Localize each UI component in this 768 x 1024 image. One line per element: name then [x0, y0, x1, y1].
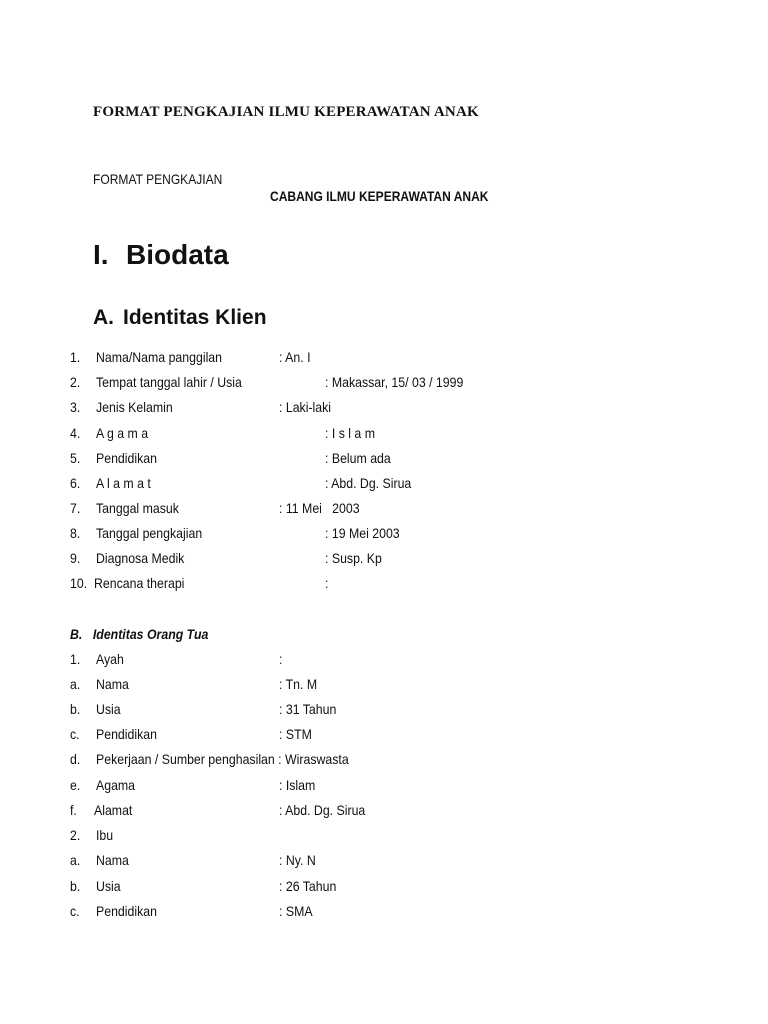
- klien-row: [0, 500, 768, 520]
- row-label: Usia: [96, 878, 121, 894]
- row-number: d.: [70, 751, 81, 767]
- ortu-row: [0, 726, 768, 746]
- row-label: Pekerjaan / Sumber penghasilan : Wiraswasta: [96, 751, 349, 767]
- row-value: :: [279, 651, 283, 667]
- row-number: c.: [70, 903, 80, 919]
- klien-row: [0, 575, 768, 595]
- row-number: e.: [70, 777, 81, 793]
- section-title: Identitas Orang Tua: [92, 626, 209, 642]
- row-value: : Susp. Kp: [325, 550, 382, 566]
- row-label: Pendidikan: [96, 903, 157, 919]
- row-value: : Islam: [279, 777, 316, 793]
- row-value: : SMA: [279, 903, 313, 919]
- row-label: Nama: [96, 852, 129, 868]
- row-number: 1.: [70, 349, 81, 365]
- row-value: : 19 Mei 2003: [325, 525, 400, 541]
- section-identitas-klien-heading: [93, 306, 267, 330]
- section-number: A.: [93, 306, 114, 329]
- section-number: B.: [70, 626, 83, 642]
- row-number: 6.: [70, 475, 81, 491]
- ortu-row: [0, 802, 768, 822]
- klien-row: [0, 349, 768, 369]
- row-value: :: [325, 575, 329, 591]
- format-label: FORMAT PENGKAJIAN: [93, 171, 223, 187]
- row-label: Ayah: [96, 651, 124, 667]
- row-value: : Belum ada: [325, 450, 391, 466]
- row-label: A g a m a: [96, 425, 149, 441]
- row-value: : Tn. M: [279, 676, 318, 692]
- row-value: : 11 Mei 2003: [279, 500, 360, 516]
- row-number: a.: [70, 676, 81, 692]
- row-value: : Abd. Dg. Sirua: [279, 802, 366, 818]
- klien-row: [0, 399, 768, 419]
- row-number: 9.: [70, 550, 81, 566]
- ortu-row: [0, 676, 768, 696]
- row-label: Nama: [96, 676, 129, 692]
- row-number: a.: [70, 852, 81, 868]
- klien-row: [0, 550, 768, 570]
- format-subtitle: CABANG ILMU KEPERAWATAN ANAK: [270, 188, 489, 204]
- row-label: Alamat: [94, 802, 133, 818]
- document-title: FORMAT PENGKAJIAN ILMU KEPERAWATAN ANAK: [93, 104, 479, 120]
- ortu-row: [0, 852, 768, 872]
- section-number: I.: [93, 239, 109, 270]
- row-number: 2.: [70, 827, 81, 843]
- row-value: : Laki-laki: [279, 399, 332, 415]
- row-number: 10.: [70, 575, 88, 591]
- row-label: Usia: [96, 701, 121, 717]
- row-value: : 26 Tahun: [279, 878, 337, 894]
- row-value: : 31 Tahun: [279, 701, 337, 717]
- row-number: b.: [70, 701, 81, 717]
- row-number: 3.: [70, 399, 81, 415]
- row-value: : Makassar, 15/ 03 / 1999: [325, 374, 464, 390]
- ortu-row: [0, 651, 768, 671]
- row-label: Tempat tanggal lahir / Usia: [96, 374, 242, 390]
- ortu-row: [0, 903, 768, 923]
- section-identitas-orang-tua-heading: [70, 626, 208, 642]
- section-title: Biodata: [126, 239, 229, 270]
- row-number: 7.: [70, 500, 81, 516]
- row-label: Rencana therapi: [94, 575, 185, 591]
- row-number: 2.: [70, 374, 81, 390]
- ortu-row: [0, 777, 768, 797]
- row-label: Nama/Nama panggilan: [96, 349, 223, 365]
- section-title: Identitas Klien: [123, 306, 267, 329]
- row-label: Agama: [96, 777, 136, 793]
- row-number: c.: [70, 726, 80, 742]
- row-label: Jenis Kelamin: [96, 399, 173, 415]
- row-label: Tanggal masuk: [96, 500, 179, 516]
- klien-row: [0, 450, 768, 470]
- ortu-row: [0, 701, 768, 721]
- row-value: : Ny. N: [279, 852, 316, 868]
- row-label: Pendidikan: [96, 450, 157, 466]
- row-number: f.: [70, 802, 77, 818]
- row-value: : STM: [279, 726, 312, 742]
- row-label: A l a m a t: [96, 475, 151, 491]
- row-number: 1.: [70, 651, 81, 667]
- klien-row: [0, 374, 768, 394]
- klien-row: [0, 525, 768, 545]
- row-value: : Abd. Dg. Sirua: [325, 475, 412, 491]
- klien-row: [0, 475, 768, 495]
- ortu-row: [0, 878, 768, 898]
- row-value: : I s l a m: [325, 425, 375, 441]
- row-label: Ibu: [96, 827, 114, 843]
- section-biodata-heading: [93, 239, 229, 271]
- ortu-row: [0, 827, 768, 847]
- row-number: 5.: [70, 450, 81, 466]
- row-number: 4.: [70, 425, 81, 441]
- row-label: Diagnosa Medik: [96, 550, 185, 566]
- row-label: Pendidikan: [96, 726, 157, 742]
- row-value: : An. I: [279, 349, 311, 365]
- row-number: 8.: [70, 525, 81, 541]
- klien-row: [0, 425, 768, 445]
- ortu-row: [0, 751, 768, 771]
- row-label: Tanggal pengkajian: [96, 525, 203, 541]
- row-number: b.: [70, 878, 81, 894]
